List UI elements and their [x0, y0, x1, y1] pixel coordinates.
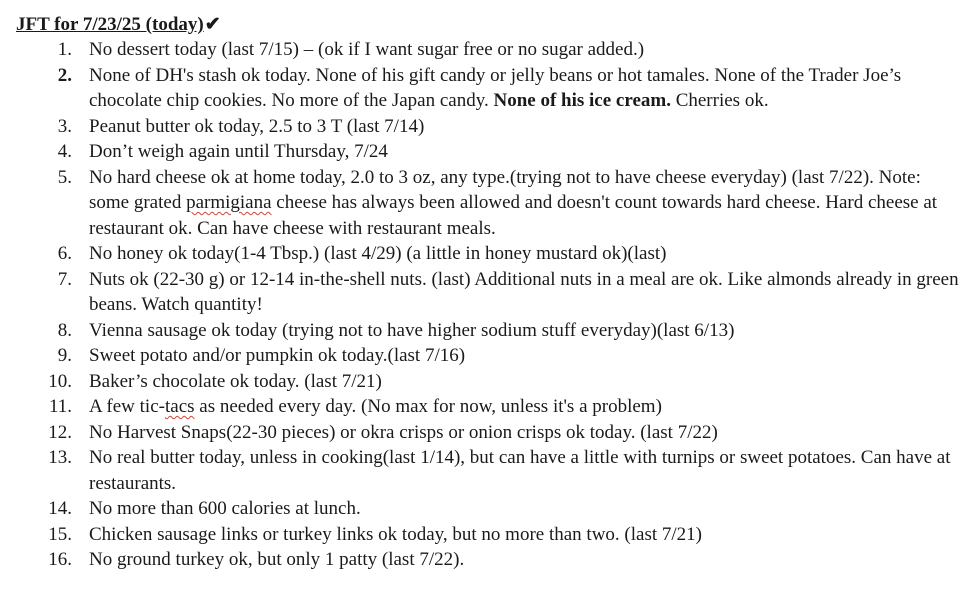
list-item: [0, 114, 960, 140]
list-number: 6.: [57, 243, 72, 264]
title-text: JFT for 7/23/25 (today): [16, 14, 204, 35]
list-item-text: Vienna sausage ok today (trying not to have higher sodium stuff everyday)(last 6/13): [89, 319, 735, 341]
list-item-text: No dessert today (last 7/15) – (ok if I want sugar free or no sugar added.): [89, 39, 645, 60]
list-number: 1.: [57, 39, 72, 60]
list-number: 5.: [57, 166, 72, 188]
list-item: [0, 343, 960, 369]
list-item-text: No hard cheese ok at home today, 2.0 to 3 oz, any type.(trying not to have cheese everyday) (last 7/22). Note: some grated: [89, 166, 921, 213]
misspelled-word[interactable]: tacs: [164, 396, 195, 417]
list-number: 12.: [48, 421, 72, 443]
list-item-text: No Harvest Snaps(22-30 pieces) or okra crisps or onion crisps ok today. (last 7/22): [89, 421, 718, 443]
misspelled-word[interactable]: parmigiana: [186, 192, 272, 213]
list-item: [0, 420, 960, 446]
list-item-text-after: Cherries ok.: [670, 90, 769, 111]
list-item-text: No ground turkey ok, but only 1 patty (last 7/22).: [89, 549, 465, 570]
list-item-text: None of DH's stash ok today. None of his gift candy or jelly beans or hot tamales. None of the Trader Joe’s chocolate chip cookies. No more of the Japan candy.: [89, 64, 902, 111]
list-item: [0, 496, 960, 522]
list-number: 2.: [57, 64, 72, 86]
list-item-text: Nuts ok (22-30 g) or 12-14 in-the-shell nuts. (last) Additional nuts in a meal are ok. Like almonds already in green beans. Watch quantity!: [89, 268, 959, 315]
list-number: 8.: [57, 319, 72, 341]
numbered-list: [0, 37, 960, 573]
checkmark-icon: ✔: [204, 14, 221, 35]
list-item-text-after: cheese has always been allowed and doesn't count towards hard cheese. Hard cheese at restaurant ok. Can have cheese with restaurant meals.: [89, 192, 938, 239]
list-item: [0, 522, 960, 548]
list-item-text: No real butter today, unless in cooking(last 1/14), but can have a little with turnips or sweet potatoes. Can have at restaurants.: [89, 447, 951, 494]
list-item-text: Don’t weigh again until Thursday, 7/24: [89, 141, 388, 162]
list-item: [0, 165, 960, 242]
list-item-text: Baker’s chocolate ok today. (last 7/21): [89, 370, 382, 392]
list-number: 15.: [48, 523, 72, 545]
list-item-text: No honey ok today(1-4 Tbsp.) (last 4/29) (a little in honey mustard ok)(last): [89, 243, 667, 264]
list-number: 13.: [48, 447, 72, 468]
list-item: [0, 318, 960, 344]
list-number: 3.: [57, 115, 72, 137]
list-item: [0, 547, 960, 573]
list-number: 9.: [57, 345, 72, 366]
list-item: [0, 445, 960, 496]
list-number: 4.: [57, 141, 72, 162]
list-number: 16.: [48, 549, 72, 570]
list-number: 11.: [48, 396, 72, 417]
list-item: [0, 37, 960, 63]
list-number: 10.: [48, 370, 72, 392]
list-item: [0, 267, 960, 318]
list-item-text: Sweet potato and/or pumpkin ok today.(last 7/16): [89, 345, 466, 366]
list-item-text: No more than 600 calories at lunch.: [89, 498, 361, 519]
list-item: [0, 139, 960, 165]
list-item-bold-text: None of his ice cream.: [493, 90, 671, 111]
list-item-text: Chicken sausage links or turkey links ok today, but no more than two. (last 7/21): [89, 523, 703, 545]
list-number: 7.: [57, 268, 72, 290]
list-number: 14.: [48, 498, 72, 519]
list-item: [0, 369, 960, 395]
list-item-text: A few tic-: [89, 396, 165, 417]
list-item: [0, 241, 960, 267]
document-title: [16, 13, 221, 37]
list-item-text-after: as needed every day. (No max for now, unless it's a problem): [194, 396, 662, 417]
list-item: [0, 63, 960, 114]
list-item-text: Peanut butter ok today, 2.5 to 3 T (last 7/14): [89, 115, 425, 137]
list-item: [0, 394, 960, 420]
